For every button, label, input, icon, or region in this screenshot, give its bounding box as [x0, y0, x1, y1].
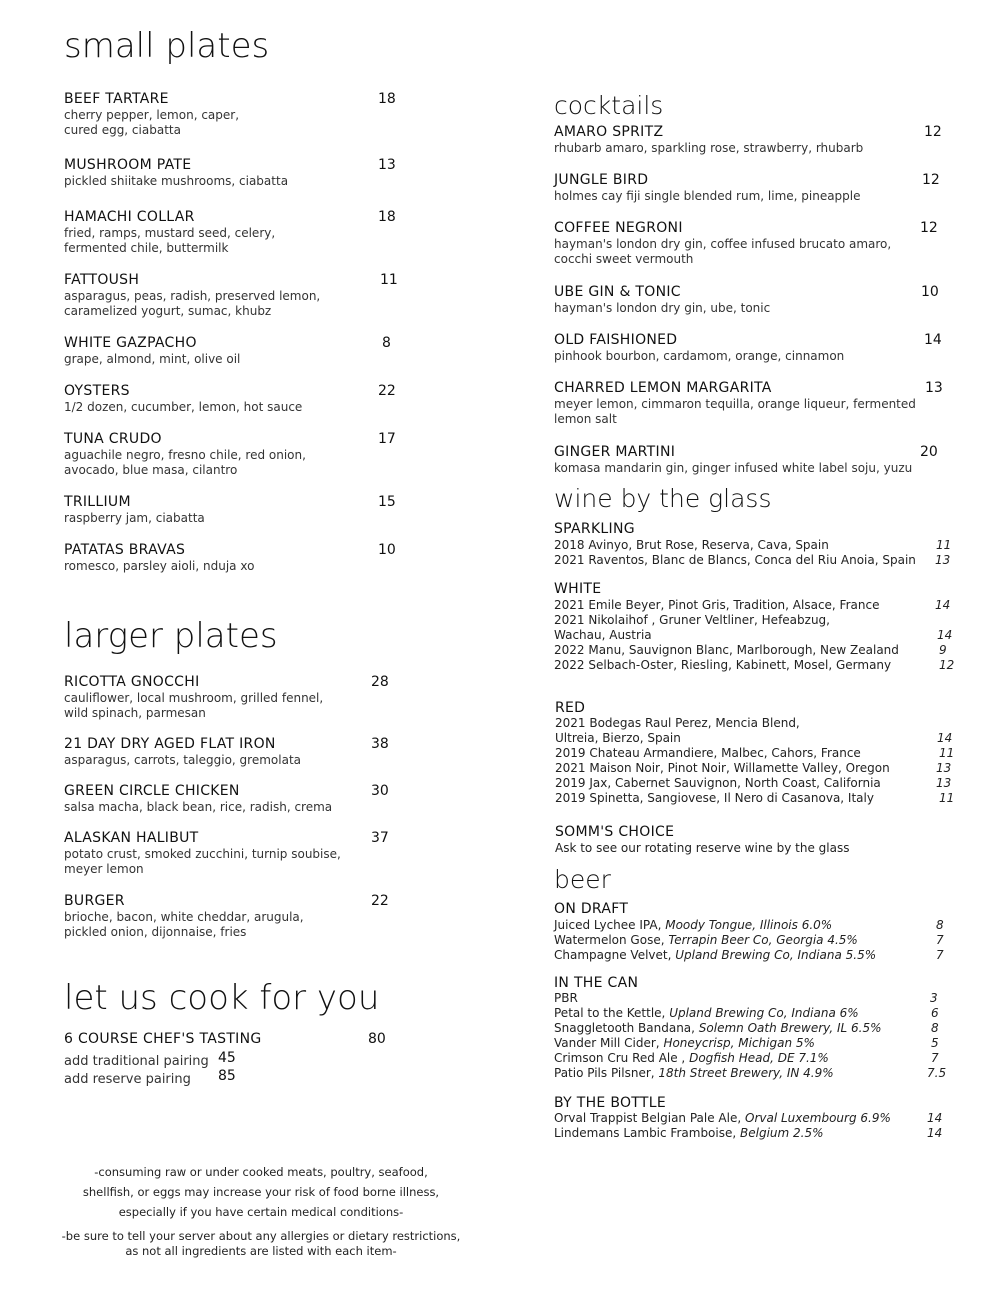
item-name: GINGER MARTINI	[554, 444, 676, 460]
beer-heading: beer	[554, 865, 611, 894]
item-name: PATATAS BRAVAS	[64, 542, 186, 558]
item-desc: asparagus, carrots, taleggio, gremolata	[64, 753, 301, 767]
chefs-tasting	[64, 1031, 386, 1048]
disclaimer-line: especially if you have certain medical conditions-	[118, 1205, 404, 1219]
wine-price: 14	[937, 731, 953, 745]
item-name: FATTOUSH	[64, 272, 140, 288]
item-name: TRILLIUM	[64, 494, 131, 510]
item-name: GREEN CIRCLE CHICKEN	[64, 783, 240, 799]
beer-price: 7.5	[927, 1066, 947, 1080]
disclaimer-line: shellfish, or eggs may increase your risk of food borne illness,	[82, 1185, 440, 1199]
beer-line: PBR	[554, 991, 578, 1005]
item-price: 14	[924, 332, 942, 348]
menu-item	[64, 383, 396, 415]
item-price: 38	[371, 736, 389, 752]
item-desc: 1/2 dozen, cucumber, lemon, hot sauce	[64, 400, 303, 414]
item-name: OYSTERS	[64, 383, 130, 399]
item-price: 13	[925, 380, 943, 396]
disclaimer	[56, 1165, 466, 1259]
wine-price: 13	[936, 761, 952, 775]
small-plates-heading: small plates	[64, 26, 270, 66]
item-name: UBE GIN & TONIC	[554, 284, 681, 300]
menu-item	[64, 335, 391, 367]
item-price: 10	[921, 284, 939, 300]
item-price: 12	[924, 124, 942, 140]
somm-choice-desc: Ask to see our rotating reserve wine by the glass	[555, 841, 850, 855]
wine-line: Wachau, Austria	[554, 628, 652, 642]
beer-line: Crimson Cru Red Ale , Dogfish Head, DE 7.1%	[554, 1051, 829, 1065]
item-desc: caramelized yogurt, sumac, khubz	[64, 304, 272, 318]
beer-line: Lindemans Lambic Framboise, Belgium 2.5%	[554, 1126, 824, 1140]
item-price: 22	[371, 893, 389, 909]
item-price: 12	[922, 172, 940, 188]
menu-item	[64, 272, 398, 319]
menu-item	[64, 674, 389, 721]
item-desc: cauliflower, local mushroom, grilled fennel,	[64, 691, 324, 705]
beer-line: Juiced Lychee IPA, Moody Tongue, Illinois 6.0%	[554, 918, 833, 932]
red-label: RED	[555, 700, 586, 716]
wine-price: 12	[939, 658, 955, 672]
item-desc: meyer lemon	[64, 862, 144, 876]
larger-plates-heading: larger plates	[64, 616, 278, 656]
item-desc: lemon salt	[554, 412, 617, 426]
wine-line: 2022 Selbach-Oster, Riesling, Kabinett, Mosel, Germany	[554, 658, 892, 672]
item-desc: aguachile negro, fresno chile, red onion,	[64, 448, 306, 462]
item-price: 13	[378, 157, 396, 173]
white-label: WHITE	[554, 581, 602, 597]
item-desc: romesco, parsley aioli, nduja xo	[64, 559, 255, 573]
wine-price: 14	[937, 628, 953, 642]
wine-price: 14	[935, 598, 951, 612]
pairing-label: add reserve pairing	[64, 1072, 191, 1087]
item-desc: pickled onion, dijonnaise, fries	[64, 925, 247, 939]
wine-line: 2022 Manu, Sauvignon Blanc, Marlborough, New Zealand	[554, 643, 899, 657]
wine-price: 11	[939, 746, 955, 760]
item-desc: raspberry jam, ciabatta	[64, 511, 205, 525]
wine-line: Ultreia, Bierzo, Spain	[555, 731, 681, 745]
beer-line: Watermelon Gose, Terrapin Beer Co, Georgia 4.5%	[554, 933, 858, 947]
wine-line: 2021 Nikolaihof , Gruner Veltliner, Hefeabzug,	[554, 613, 830, 627]
disclaimer-line: -consuming raw or under cooked meats, poultry, seafood,	[94, 1165, 428, 1179]
wine-line: 2019 Spinetta, Sangiovese, Il Nero di Casanova, Italy	[555, 791, 874, 805]
menu-item	[64, 494, 396, 526]
beer-price: 8	[936, 918, 944, 932]
item-name: BEEF TARTARE	[64, 91, 169, 107]
on-draft-label: ON DRAFT	[554, 901, 629, 917]
cocktails-heading: cocktails	[554, 91, 664, 120]
item-name: BURGER	[64, 893, 125, 909]
item-desc: pinhook bourbon, cardamom, orange, cinnamon	[554, 349, 845, 363]
beer-line: Patio Pils Pilsner, 18th Street Brewery, IN 4.9%	[554, 1066, 834, 1080]
item-price: 20	[920, 444, 938, 460]
wine-line: 2018 Avinyo, Brut Rose, Reserva, Cava, Spain	[554, 538, 829, 552]
menu-item	[64, 830, 389, 877]
item-price: 18	[378, 91, 396, 107]
wine-line: 2019 Chateau Armandiere, Malbec, Cahors, France	[555, 746, 861, 760]
cook-for-you-heading: let us cook for you	[64, 978, 380, 1018]
item-desc: meyer lemon, cimmaron tequilla, orange liqueur, fermented	[554, 397, 916, 411]
item-price: 30	[371, 783, 389, 799]
item-desc: pickled shiitake mushrooms, ciabatta	[64, 174, 289, 188]
item-desc: hayman's london dry gin, coffee infused brucato amaro,	[554, 237, 892, 251]
pairing-option	[64, 1068, 236, 1087]
disclaimer-line: as not all ingredients are listed with each item-	[125, 1244, 397, 1258]
pairing-label: add traditional pairing	[64, 1054, 209, 1069]
beer-price: 5	[931, 1036, 939, 1050]
in-the-can-label: IN THE CAN	[554, 975, 639, 991]
menu-item	[64, 431, 396, 478]
item-desc: potato crust, smoked zucchini, turnip soubise,	[64, 847, 341, 861]
disclaimer-line: -be sure to tell your server about any allergies or dietary restrictions,	[61, 1229, 461, 1243]
item-desc: cured egg, ciabatta	[64, 123, 181, 137]
cocktail-item	[554, 172, 940, 204]
menu-item	[64, 893, 389, 940]
menu-item	[64, 209, 396, 256]
item-price: 12	[920, 220, 938, 236]
wine-heading: wine by the glass	[554, 484, 772, 513]
item-price: 80	[368, 1031, 386, 1047]
beer-line: Champagne Velvet, Upland Brewing Co, Indiana 5.5%	[554, 948, 877, 962]
beer-price: 7	[936, 933, 944, 947]
beer-price: 14	[927, 1126, 943, 1140]
item-price: 17	[378, 431, 396, 447]
item-desc: cherry pepper, lemon, caper,	[64, 108, 240, 122]
item-name: ALASKAN HALIBUT	[64, 830, 199, 846]
menu-item	[64, 783, 389, 815]
item-desc: fermented chile, buttermilk	[64, 241, 229, 255]
menu-item	[64, 91, 396, 138]
wine-line: 2021 Maison Noir, Pinot Noir, Willamette Valley, Oregon	[555, 761, 890, 775]
cocktail-item	[554, 124, 942, 156]
wine-price: 11	[936, 538, 952, 552]
item-price: 22	[378, 383, 396, 399]
pairing-price: 85	[218, 1068, 236, 1084]
item-desc: avocado, blue masa, cilantro	[64, 463, 238, 477]
wine-line: 2021 Bodegas Raul Perez, Mencia Blend,	[555, 716, 800, 730]
item-desc: hayman's london dry gin, ube, tonic	[554, 301, 771, 315]
item-desc: rhubarb amaro, sparkling rose, strawberry, rhubarb	[554, 141, 864, 155]
item-price: 10	[378, 542, 396, 558]
item-desc: asparagus, peas, radish, preserved lemon,	[64, 289, 321, 303]
item-desc: holmes cay fiji single blended rum, lime, pineapple	[554, 189, 861, 203]
item-desc: salsa macha, black bean, rice, radish, crema	[64, 800, 333, 814]
beer-price: 7	[931, 1051, 939, 1065]
item-price: 8	[382, 335, 391, 351]
item-name: JUNGLE BIRD	[554, 172, 649, 188]
item-price: 18	[378, 209, 396, 225]
item-name: AMARO SPRITZ	[554, 124, 664, 140]
cocktail-item	[554, 444, 938, 476]
item-name: WHITE GAZPACHO	[64, 335, 197, 351]
cocktail-item	[554, 332, 942, 364]
item-desc: wild spinach, parmesan	[64, 706, 206, 720]
cocktail-item	[554, 380, 943, 427]
item-name: 6 COURSE CHEF'S TASTING	[64, 1031, 262, 1047]
beer-price: 7	[936, 948, 944, 962]
item-name: CHARRED LEMON MARGARITA	[554, 380, 772, 396]
pairing-option	[64, 1050, 236, 1069]
wine-price: 11	[939, 791, 955, 805]
beer-line: Snaggletooth Bandana, Solemn Oath Brewery, IL 6.5%	[554, 1021, 882, 1035]
wine-price: 13	[936, 776, 952, 790]
item-name: OLD FAISHIONED	[554, 332, 678, 348]
wine-price: 9	[939, 643, 947, 657]
item-name: RICOTTA GNOCCHI	[64, 674, 200, 690]
pairing-price: 45	[218, 1050, 236, 1066]
item-desc: cocchi sweet vermouth	[554, 252, 694, 266]
item-price: 11	[380, 272, 398, 288]
cocktail-item	[554, 220, 938, 267]
beer-line: Orval Trappist Belgian Pale Ale, Orval Luxembourg 6.9%	[554, 1111, 891, 1125]
beer-price: 3	[930, 991, 938, 1005]
item-name: COFFEE NEGRONI	[554, 220, 683, 236]
item-price: 37	[371, 830, 389, 846]
item-desc: fried, ramps, mustard seed, celery,	[64, 226, 276, 240]
somm-choice-label: SOMM'S CHOICE	[555, 824, 675, 840]
item-price: 15	[378, 494, 396, 510]
menu-item	[64, 736, 389, 768]
beer-price: 6	[931, 1006, 939, 1020]
sparkling-label: SPARKLING	[554, 521, 635, 537]
by-the-bottle-label: BY THE BOTTLE	[554, 1095, 666, 1111]
menu-item	[64, 542, 396, 574]
cocktail-item	[554, 284, 939, 316]
beer-price: 8	[931, 1021, 939, 1035]
item-name: HAMACHI COLLAR	[64, 209, 195, 225]
beer-line: Vander Mill Cider, Honeycrisp, Michigan 5%	[554, 1036, 815, 1050]
item-price: 28	[371, 674, 389, 690]
beer-price: 14	[927, 1111, 943, 1125]
wine-price: 13	[935, 553, 951, 567]
wine-line: 2021 Raventos, Blanc de Blancs, Conca del Riu Anoia, Spain	[554, 553, 916, 567]
wine-line: 2021 Emile Beyer, Pinot Gris, Tradition, Alsace, France	[554, 598, 880, 612]
item-name: 21 DAY DRY AGED FLAT IRON	[64, 736, 276, 752]
beer-line: Petal to the Kettle, Upland Brewing Co, Indiana 6%	[554, 1006, 859, 1020]
item-name: TUNA CRUDO	[64, 431, 162, 447]
item-desc: brioche, bacon, white cheddar, arugula,	[64, 910, 304, 924]
wine-line: 2019 Jax, Cabernet Sauvignon, North Coast, California	[555, 776, 881, 790]
item-name: MUSHROOM PATE	[64, 157, 192, 173]
item-desc: komasa mandarin gin, ginger infused white label soju, yuzu	[554, 461, 913, 475]
menu-item	[64, 157, 396, 189]
item-desc: grape, almond, mint, olive oil	[64, 352, 241, 366]
